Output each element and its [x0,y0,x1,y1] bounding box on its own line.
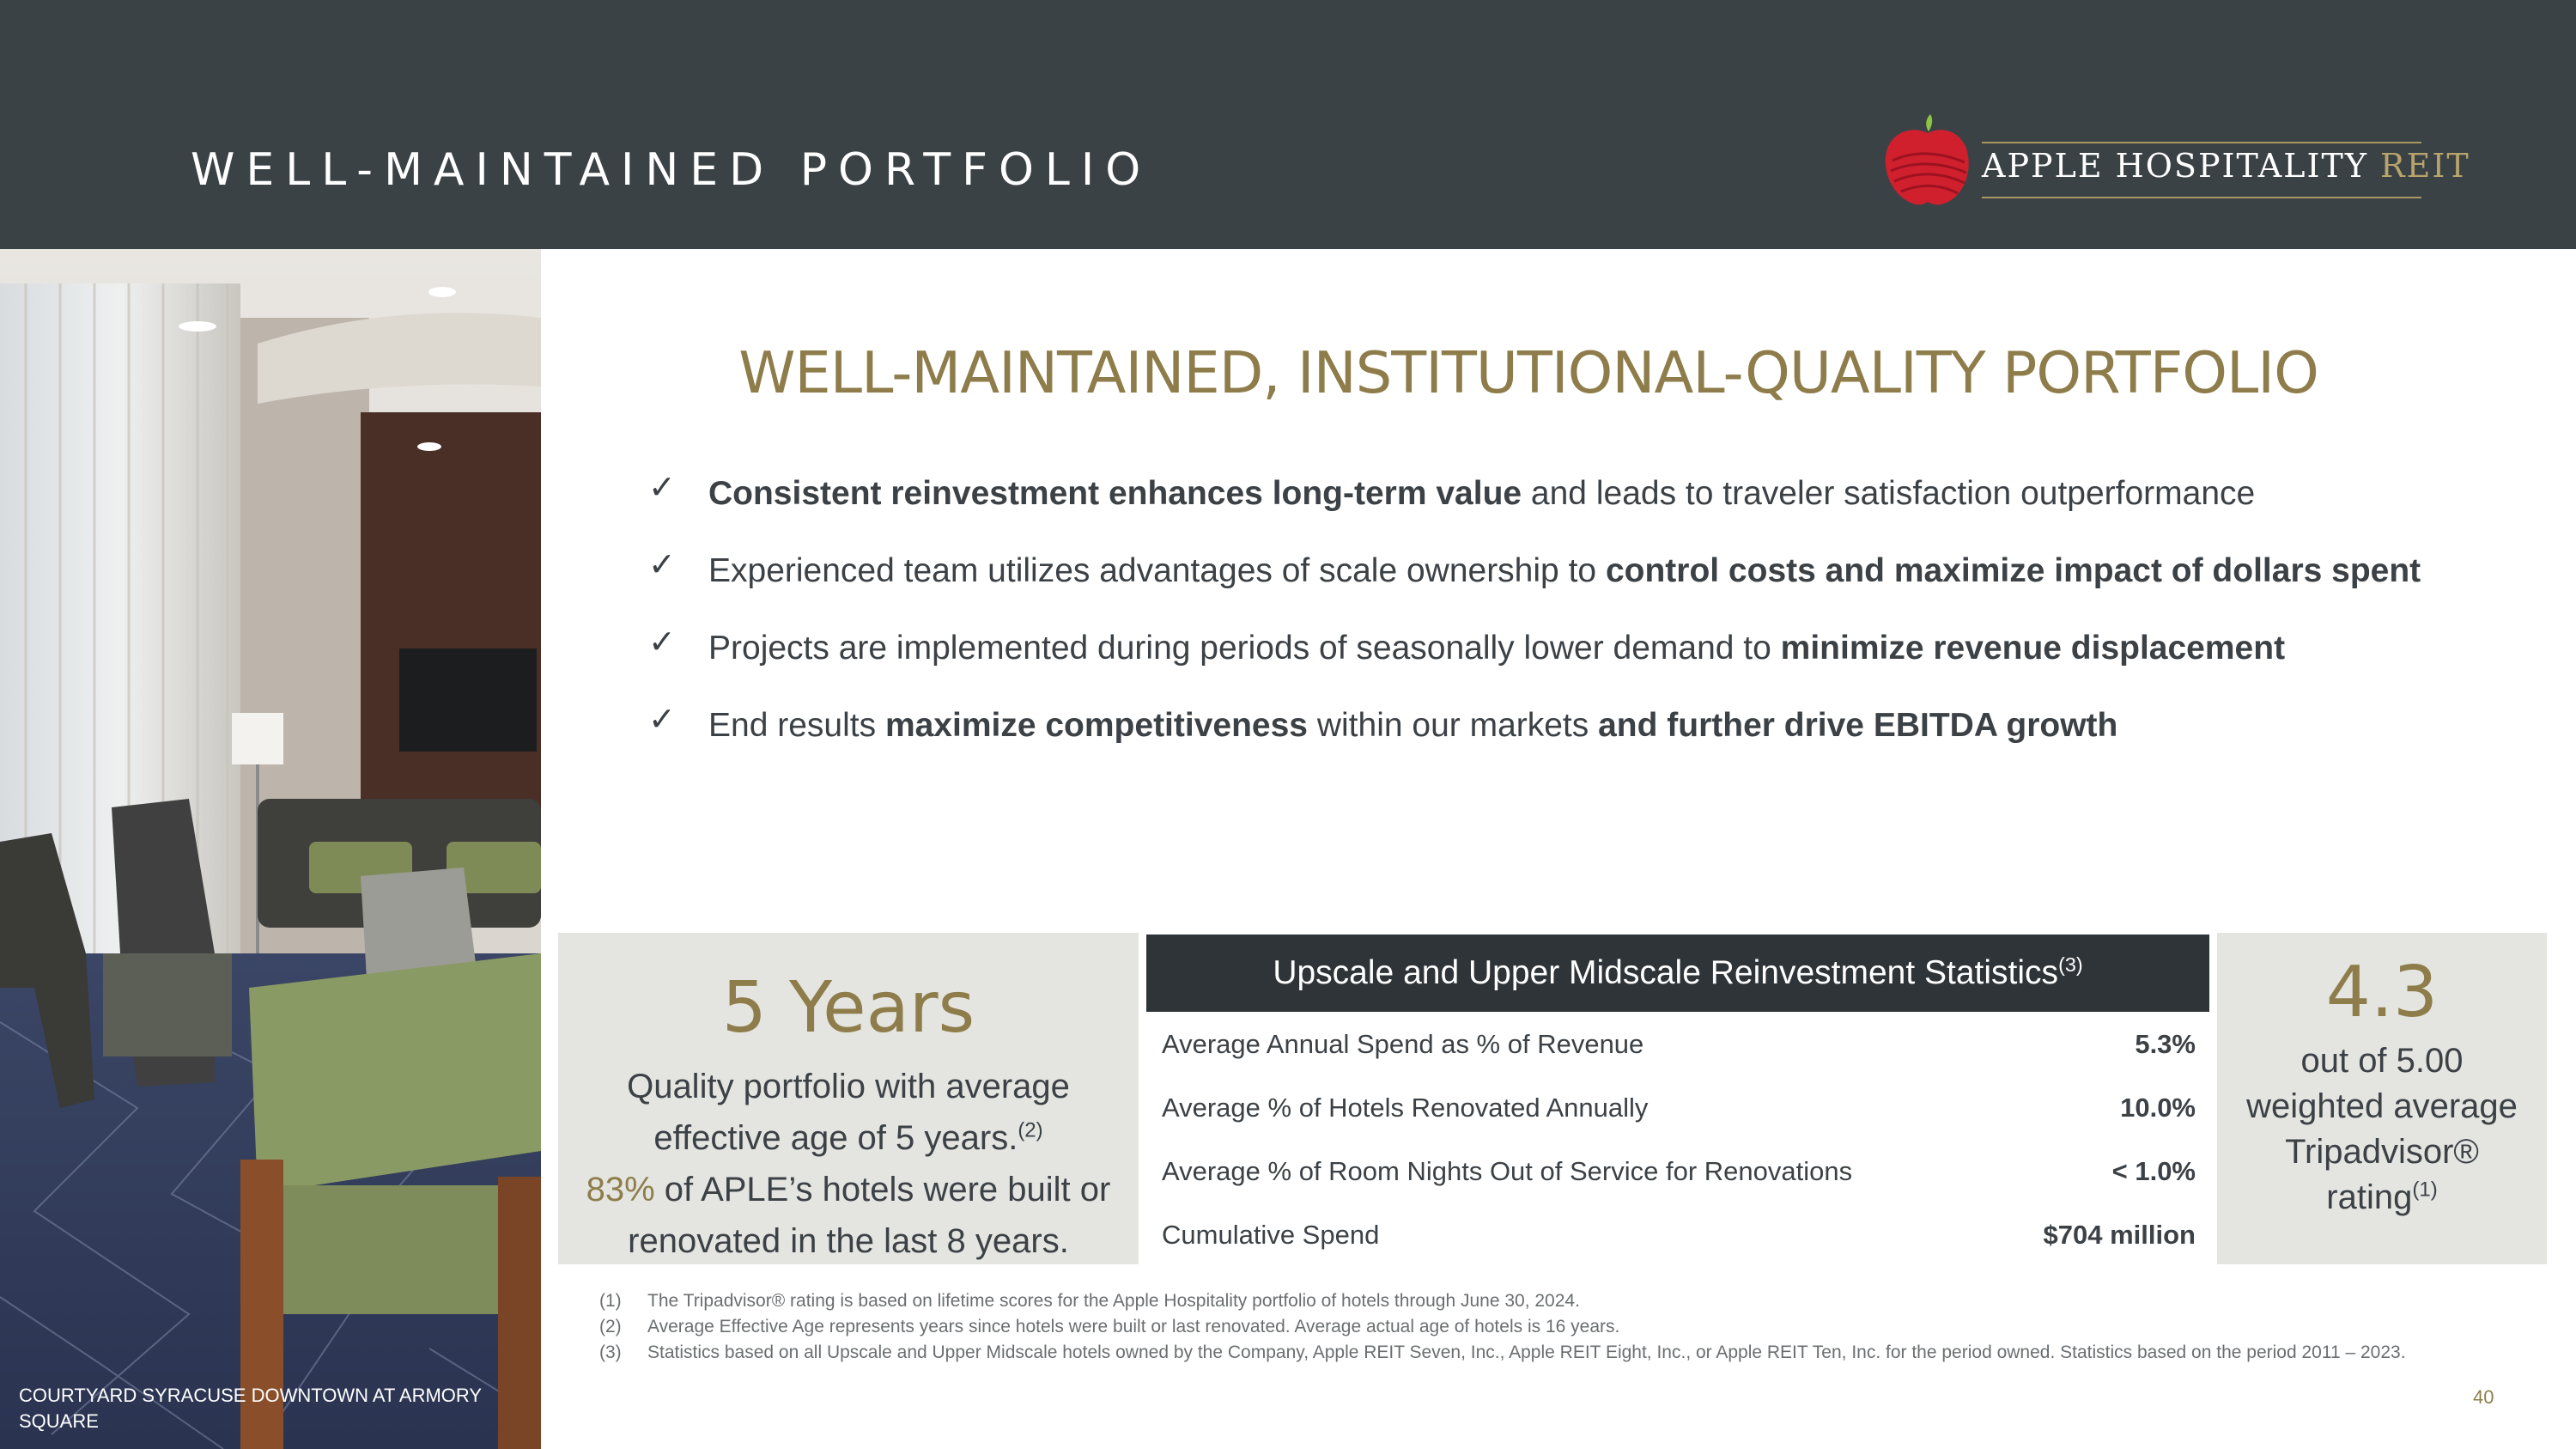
bullet-text [708,630,2285,667]
page-title: WELL-MAINTAINED PORTFOLIO [191,144,1152,196]
row-value: $704 million [2043,1220,2196,1250]
table-row [1146,1075,2209,1139]
stat-text: weighted average [2246,1087,2518,1125]
logo-name: APPLE HOSPITALITY [1982,147,2368,185]
photo-caption: COURTYARD SYRACUSE DOWNTOWN AT ARMORY SQUARE [19,1385,482,1432]
logo-wordmark [1982,147,2470,185]
bullet-text [708,475,2255,513]
stat-text: Tripadvisor® [2285,1133,2479,1171]
footnote [599,1314,2523,1340]
bullet-item [648,460,2537,537]
footnote-text: The Tripadvisor® rating is based on lifetime scores for the Apple Hospitality portfolio of hotels through June 30, 2024. [647,1291,1580,1311]
footnote [599,1288,2523,1314]
bullet-normal: and leads to traveler satisfaction outperformance [1522,475,2256,512]
apple-logo-icon [1880,107,1975,210]
table-title: Upscale and Upper Midscale Reinvestment Statistics [1273,954,2059,991]
stat-highlight: 83% [586,1171,655,1209]
logo-rule-top [1982,142,2421,143]
checkmark-icon: ✓ [648,623,676,661]
footnote [599,1340,2523,1366]
row-label: Average % of Hotels Renovated Annually [1162,1093,1649,1123]
stat-value: 4.3 [2325,952,2439,1033]
footnote-number: (2) [599,1317,622,1336]
footnote-text: Average Effective Age represents years since hotels were built or last renovated. Average actual age of hotels is 16 years. [647,1317,1620,1336]
bullet-text [708,552,2421,590]
bullet-bold: control costs and maximize impact of dollars spent [1605,552,2421,589]
stat-text: rating [2326,1178,2413,1216]
lobby-illustration [0,249,541,1449]
checkmark-icon: ✓ [648,545,676,583]
bullet-item [648,614,2537,691]
logo-rule-bottom [1982,197,2421,198]
stat-text: out of 5.00 [2300,1042,2464,1080]
footnote-ref: (3) [2058,953,2083,976]
stat-value: 5 Years [721,967,975,1049]
checkmark-icon: ✓ [648,468,676,506]
portfolio-age-stat [558,933,1139,1264]
table-header [1146,935,2209,1012]
bullet-item [648,537,2537,614]
logo-accent: REIT [2380,147,2470,185]
tripadvisor-rating-stat [2217,933,2547,1264]
footnote-ref: (1) [2412,1178,2438,1202]
bullet-normal: End results [708,707,885,744]
footnote-ref: (2) [1018,1118,1043,1142]
row-label: Average Annual Spend as % of Revenue [1162,1029,1644,1059]
main-heading: WELL-MAINTAINED, INSTITUTIONAL-QUALITY PORTFOLIO [738,339,2318,406]
footnote-number: (1) [599,1291,622,1311]
row-value: < 1.0% [2111,1156,2196,1186]
bullet-bold: maximize competitiveness [884,707,1308,744]
bullet-normal: within our markets [1308,707,1599,744]
hotel-lobby-photo [0,249,541,1449]
stat-text: Quality portfolio with average effective age of 5 years. [627,1068,1070,1157]
footnote-number: (3) [599,1342,622,1362]
page-number: 40 [2473,1386,2494,1408]
stat-text: of APLE’s hotels were built or renovated in the last 8 years. [628,1171,1111,1260]
checkmark-icon: ✓ [648,700,676,738]
bullet-normal: Experienced team utilizes advantages of scale ownership to [708,552,1606,589]
bullet-item [648,691,2537,769]
table-row [1146,1139,2209,1202]
footnote-text: Statistics based on all Upscale and Upper Midscale hotels owned by the Company, Apple REIT Seven, Inc., Apple REIT Eight, Inc., or Apple REIT Ten, Inc. for the period owned. Statistics based on the period 2011 – 2023. [647,1342,2406,1362]
bullet-bold: minimize revenue displacement [1780,630,2286,667]
row-value: 5.3% [2135,1029,2196,1059]
stat-description [558,1061,1139,1267]
company-logo [1880,107,2470,210]
reinvestment-stats-table [1146,935,2209,1266]
bullet-bold: Consistent reinvestment enhances long-term value [708,475,1522,512]
bullet-normal: Projects are implemented during periods of seasonally lower demand to [708,630,1781,667]
footnotes [599,1288,2523,1366]
stat-description [2217,1038,2547,1221]
row-label: Average % of Room Nights Out of Service for Renovations [1162,1156,1853,1186]
table-row [1146,1012,2209,1075]
header-bar [0,0,2576,249]
bullet-list [648,460,2537,769]
table-row [1146,1202,2209,1266]
bullet-text [708,707,2117,745]
row-label: Cumulative Spend [1162,1220,1380,1250]
row-value: 10.0% [2120,1093,2196,1123]
bullet-bold: and further drive EBITDA growth [1598,707,2118,744]
